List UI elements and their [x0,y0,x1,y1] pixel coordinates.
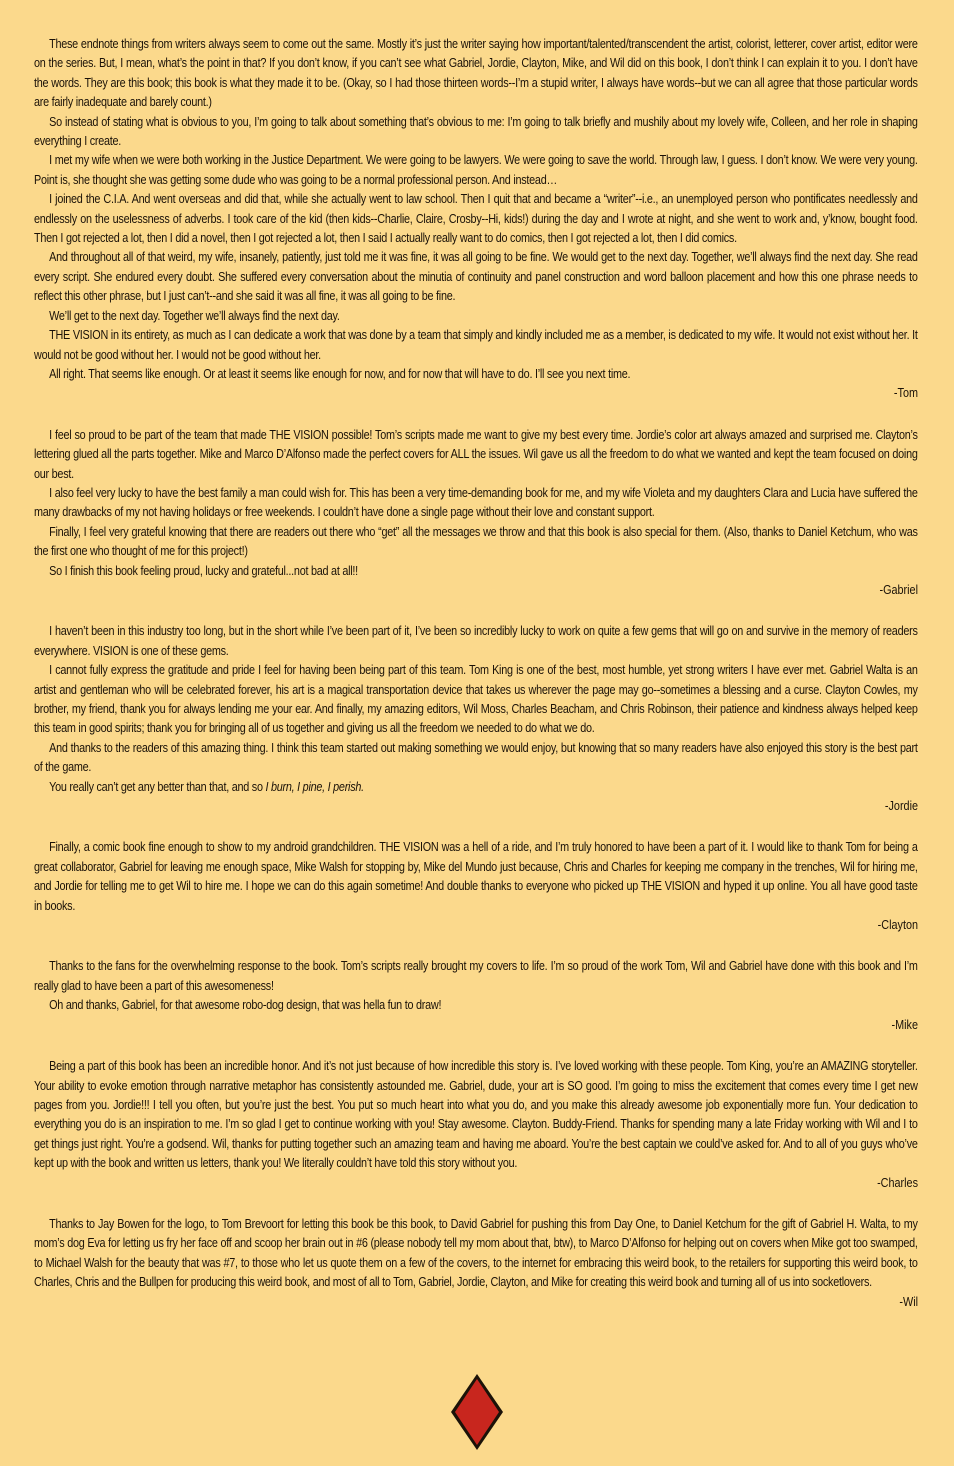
tom-paragraph: I met my wife when we were both working in the Justice Department. We were going to be lawyers. We were going to save the world. Through law, I guess. I don’t know. We were very young. Point is, she thought she was getting some dude who was going to be a normal professional person. And instead… [34,152,918,187]
wil-paragraph: Thanks to Jay Bowen for the logo, to Tom Brevoort for letting this book be this book, to David Gabriel for pushing this from Day One, to Daniel Ketchum for the gift of Gabriel H. Walta, to my mom’s dog Eva for letting us fry her face off and scoop her brain out in #6 (please nobody tell my mom about that, btw), to Marco D’Alfonso for helping out on covers when Mike got too swamped, to Michael Walsh for the beauty that was #7, to those who let us quote them on a few of the covers, to the internet for embracing this weird book, to the retailers for supporting this weird book, to Charles, Chris and the Bullpen for producing this weird book, and most of all to Tom, Gabriel, Jordie, Clayton, and Mike for creating this weird book and turning all of us into socketlovers. [34,1215,918,1290]
jordie-last-text: You really can’t get any better than that, and so [49,778,266,794]
tom-paragraph: These endnote things from writers always seem to come out the same. Mostly it’s just the writer saying how important/talented/transcendent the artist, colorist, letterer, cover artist, editor were on the series. But, I mean, what’s the point in that? If you don’t know, if you can’t see what Gabriel, Jordie, Clayton, Mike, and Wil did on this book, I don’t think I can explain it to you. I don’t have the words. They are this book; this book is what they made it to be. (Okay, so I had those thirteen words--I’m a stupid writer, I always have words--but we can all agree that those particular words are fairly inadequate and barely count.) [34,36,918,110]
tom-paragraph: I joined the C.I.A. And went overseas and did that, while she actually went to law school. Then I quit that and became a “writer”--i.e., an unemployed person who pontificates needlessly and endlessly on the uselessness of adverbs. I took care of the kid (then kids--Charlie, Claire, Crosby--Hi, kids!) during the day and I wrote at night, and she went to work and, y’know, bought food. Then I got rejected a lot, then I did a novel, then I got rejected a lot, then I said I actually really want to do comics, then I got rejected a lot, then I did comics. [34,191,918,246]
charles-endnote [34,1056,918,1192]
mike-paragraph: Thanks to the fans for the overwhelming response to the book. Tom’s scripts really brought my covers to life. I’m so proud of the work Tom, Wil and Gabriel have done with this book and I’m really glad to have been a part of this awesomeness! [34,958,918,993]
mike-paragraph: Oh and thanks, Gabriel, for that awesome robo-dog design, that was hella fun to draw! [49,997,442,1013]
jordie-endnote [34,621,918,815]
wil-endnote [34,1214,918,1311]
charles-signature: -Charles [877,1174,918,1190]
charles-paragraph: Being a part of this book has been an incredible honor. And it’s not just because of how incredible this story is. I’ve loved working with these people. Tom King, you’re an AMAZING storyteller. Your ability to evoke emotion through narrative metaphor has consistently astounded me. Gabriel, dude, your art is SO good. I’m going to miss the excitement that comes every time I get new pages from you. Jordie!!! I tell you often, but you’re just the best. You put so much heart into what you do, and you make this already awesome job exponentially more fun. Your dedication to everything you do is an inspiration to me. I’m so glad I get to continue working with you! Stay awesome. Clayton. Buddy-Friend. Thanks for spending many a late Friday working with Wil and I to get things just right. You’re a godsend. Wil, thanks for putting together such an amazing team and having me aboard. You’re the best captain we could’ve asked for. And to all of you guys who’ve kept up with the book and written us letters, thank you! We literally couldn’t have told this story without you. [34,1058,918,1171]
wil-signature: -Wil [899,1293,918,1309]
gabriel-endnote [34,425,918,600]
tom-paragraph: All right. That seems like enough. Or at least it seems like enough for now, and for now that will have to do. I’ll see you next time. [49,365,631,381]
gabriel-signature: -Gabriel [879,581,918,597]
gabriel-paragraph: I feel so proud to be part of the team that made THE VISION possible! Tom’s scripts made me want to give my best every time. Jordie’s color art always amazed and surprised me. Clayton’s lettering glued all the parts together. Mike and Marco D’Alfonso made the perfect covers for ALL the issues. Wil gave us all the freedom to do what we wanted and kept the team focused on doing our best. [34,426,918,481]
clayton-paragraph: Finally, a comic book fine enough to show to my android grandchildren. THE VISION was a hell of a ride, and I’m truly honored to have been a part of it. I would like to thank Tom for being a great collaborator, Gabriel for leaving me enough space, Mike Walsh for stopping by, Mike del Mundo just because, Chris and Charles for keeping me company in the trenches, Wil for hiring me, and Jordie for telling me to get Wil to hire me. I hope we can do this again sometime! And double thanks to everyone who picked up THE VISION and hyped it up online. You all have good taste in books. [34,839,918,913]
jordie-italic-quote: I burn, I pine, I perish. [265,778,364,794]
jordie-last-paragraph [34,777,918,796]
clayton-endnote [34,837,918,934]
clayton-signature: -Clayton [877,917,918,933]
gabriel-paragraph: Finally, I feel very grateful knowing that there are readers out there who “get” all the messages we throw and that this book is also special for them. (Also, thanks to Daniel Ketchum, who was the first one who thought of me for this project!) [34,523,918,559]
gabriel-paragraph: So I finish this book feeling proud, lucky and grateful...not bad at all!! [49,562,358,578]
gabriel-paragraph: I also feel very lucky to have the best family a man could wish for. This has been a very time-demanding book for me, and my wife Violeta and my daughters Clara and Lucia have suffered the many drawbacks of my not having holidays or free weekends. I couldn’t have done a single page without their love and constant support. [34,484,918,520]
jordie-paragraph: I haven’t been in this industry too long, but in the short while I’ve been part of it, I’ve been so incredibly lucky to work on quite a few gems that will go on and survive in the memory of readers everywhere. VISION is one of these gems. [34,623,918,658]
tom-paragraph: And throughout all of that weird, my wife, insanely, patiently, just told me it was fine, it was all going to be fine. We would get to the next day. Together, we’ll always find the next day. She read every script. She endured every doubt. She suffered every conversation about the minutia of continuity and panel construction and word balloon placement and how this one phrase needs to reflect this other phrase, but I just can’t--and she said it was all fine, it was all going to be fine. [34,249,918,304]
mike-signature: -Mike [891,1016,918,1032]
mike-endnote [34,956,918,1034]
diamond-icon [449,1372,505,1452]
jordie-paragraph: And thanks to the readers of this amazing thing. I think this team started out making something we would enjoy, but knowing that so many readers have also enjoyed this story is the best part of the game. [34,739,918,775]
tom-signature: -Tom [893,385,918,401]
tom-paragraph: THE VISION in its entirety, as much as I can dedicate a work that was done by a team that simply and kindly included me as a member, is dedicated to my wife. It would not exist without her. It would not be good without her. I would not be good without her. [34,327,918,362]
tom-paragraph: So instead of stating what is obvious to you, I’m going to talk about something that’s obvious to me: I’m going to talk briefly and mushily about my lovely wife, Colleen, and her role in shaping everything I create. [34,113,918,149]
tom-endnote [34,34,918,403]
tom-paragraph: We’ll get to the next day. Together we’ll always find the next day. [49,307,340,323]
jordie-signature: -Jordie [884,798,918,814]
jordie-paragraph: I cannot fully express the gratitude and pride I feel for having been being part of this team. Tom King is one of the best, most humble, yet strong writers I have ever met. Gabriel Walta is an artist and gentleman who will be celebrated forever, his art is a magical transportation device that takes us wherever the page may go--sometimes a blessing and a curse. Clayton Cowles, my brother, my friend, thank you for always lending me your ear. And finally, my amazing editors, Wil Moss, Charles Beacham, and Chris Robinson, their patience and kindness always helped keep this team in good spirits; thank you for bringing all of us together and giving us all the freedom we needed to do what we do. [34,662,918,736]
